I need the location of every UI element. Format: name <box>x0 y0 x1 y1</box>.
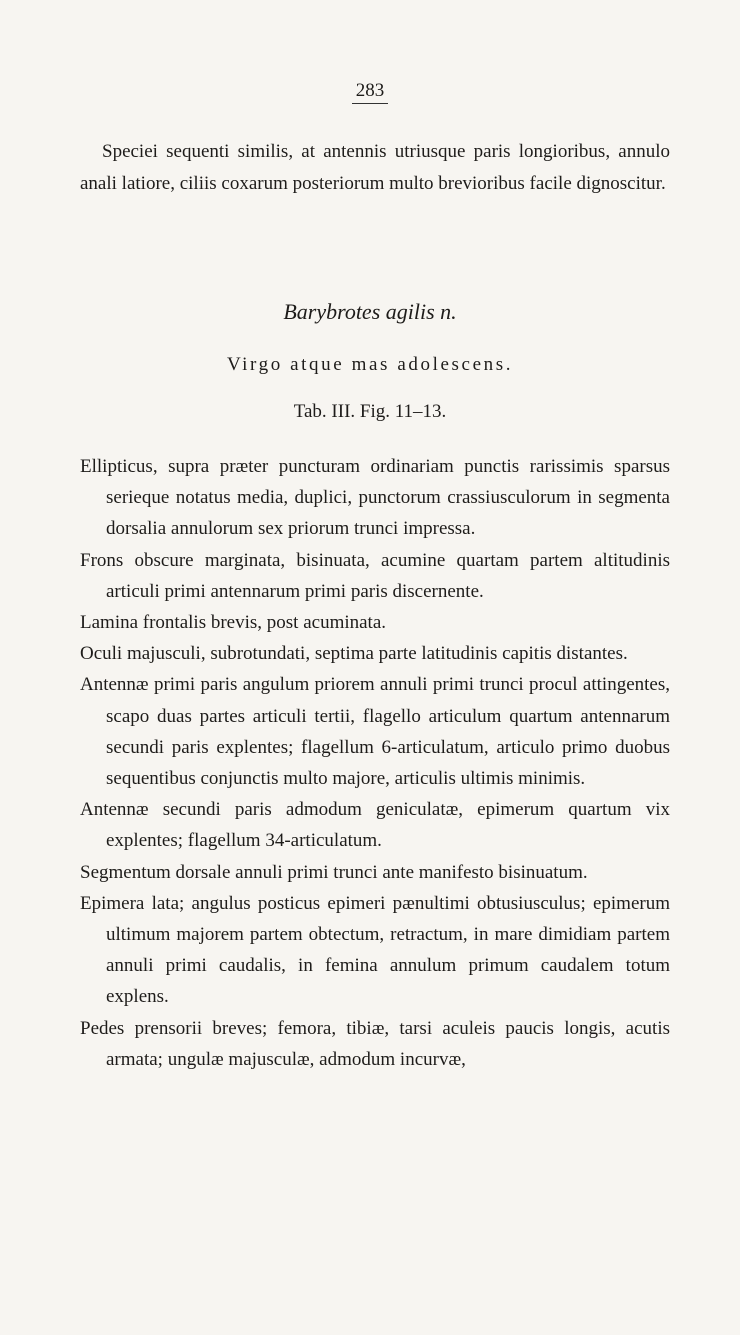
description-paragraph: Frons obscure marginata, bisinuata, acumine quartam partem altitudinis articuli primi antennarum primi paris discernente. <box>80 549 670 602</box>
intro-section <box>80 136 670 199</box>
page-number-text: 283 <box>352 80 389 104</box>
description-paragraph: Pedes prensorii breves; femora, tibiæ, tarsi aculeis paucis longis, acutis armata; ungulæ majusculæ, admodum incurvæ, <box>80 1017 670 1070</box>
description-paragraph: Antennæ primi paris angulum priorem annuli primi trunci procul attingentes, scapo duas partes articuli tertii, flagello articulum quartum antennarum secundi paris explentes; flagellum 6-articulatum, articulo primo duobus sequentibus conjunctis multo majore, articulis ultimis minimis. <box>80 674 670 790</box>
description-paragraph: Ellipticus, supra præter puncturam ordinariam punctis rarissimis sparsus serieque notatus media, duplici, punctorum crassiusculorum in segmenta dorsalia annulorum sex priorum trunci impressa. <box>80 456 670 540</box>
description-paragraph: Oculi majusculi, subrotundati, septima parte latitudinis capitis distantes. <box>80 643 628 665</box>
species-title: Barybrotes agilis n. <box>283 299 457 324</box>
page-number <box>0 80 740 104</box>
description-paragraph: Lamina frontalis brevis, post acuminata. <box>80 612 387 634</box>
intro-paragraph: Speciei sequenti similis, at antennis utriusque paris longioribus, annulo anali latiore, ciliis coxarum posteriorum multo brevioribus facile dignoscitur. <box>80 141 670 194</box>
plate-reference: Tab. III. Fig. 11–13. <box>293 401 447 422</box>
species-sex-line: Virgo atque mas adolescens. <box>226 354 514 375</box>
description-paragraph: Antennæ secundi paris admodum geniculatæ, epimerum quartum vix explentes; flagellum 34-articulatum. <box>80 799 670 852</box>
description-paragraph: Segmentum dorsale annuli primi trunci ante manifesto bisinuatum. <box>80 861 588 883</box>
description-paragraph: Epimera lata; angulus posticus epimeri pænultimi obtusiusculus; epimerum ultimum majorem partem obtectum, retractum, in mare dimidiam partem annuli primi caudalis, in femina annulum primum caudalem totum explens. <box>80 892 670 1008</box>
description-list <box>80 451 670 1075</box>
